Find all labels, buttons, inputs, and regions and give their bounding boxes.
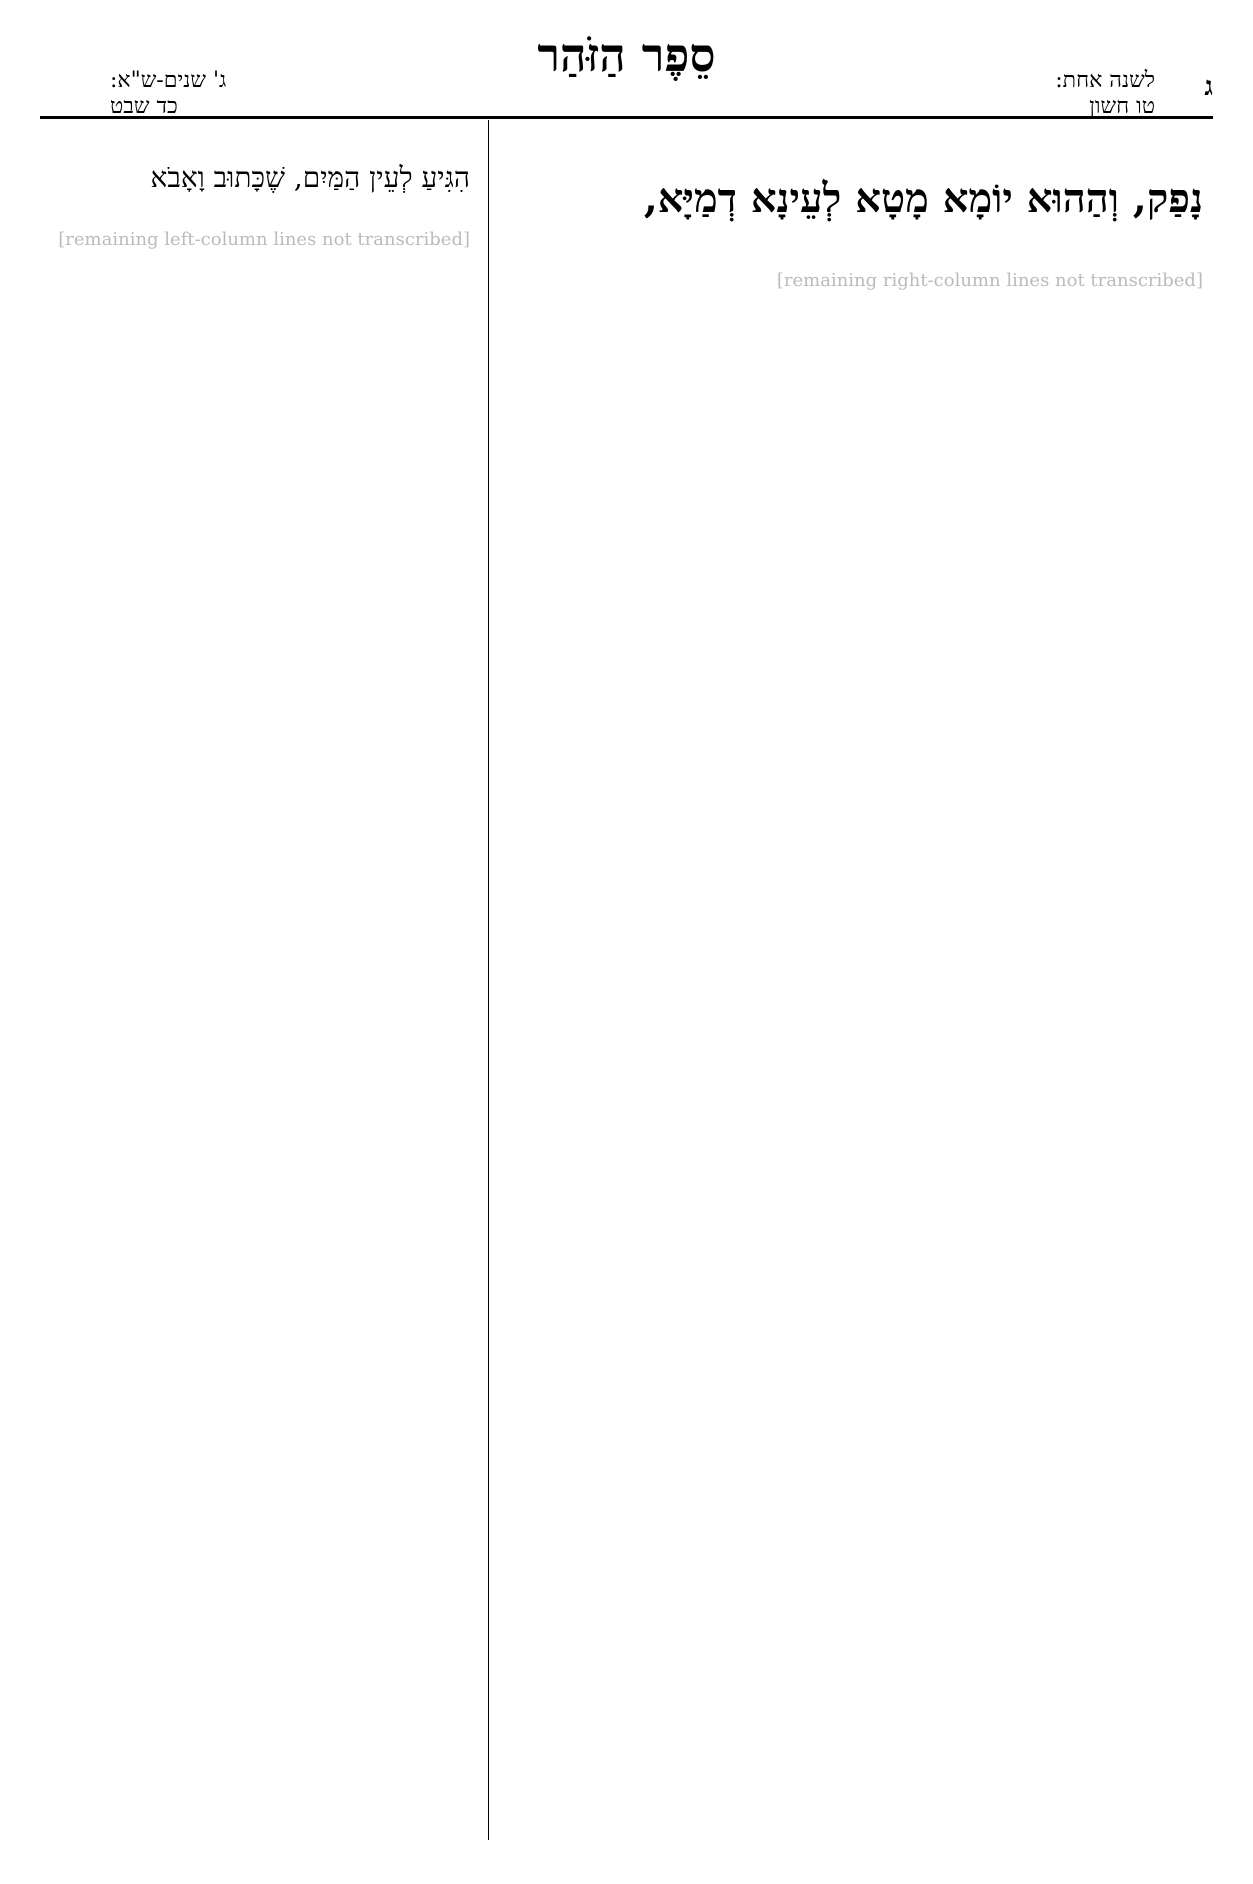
one-year-label: לשנה אחת: <box>1055 68 1155 93</box>
one-year-schedule <box>1055 68 1155 121</box>
header-rule <box>40 116 1213 119</box>
aramaic-placeholder: [remaining right-column lines not transcribed] <box>776 270 1203 291</box>
hebrew-placeholder: [remaining left-column lines not transcribed] <box>58 228 470 250</box>
one-year-date: טו חשון <box>1089 94 1155 120</box>
three-year-label: ג' שנים-ש"א: <box>110 68 227 93</box>
column-divider <box>488 120 489 1840</box>
hebrew-translation-column <box>40 130 470 271</box>
three-year-schedule <box>110 68 226 121</box>
page-number: ג <box>1204 72 1213 102</box>
aramaic-column <box>523 130 1203 312</box>
page-header <box>40 28 1213 120</box>
book-title: סֵפֶר הַזֹּהַר <box>537 28 716 82</box>
aramaic-opening-line: נָפַק, וְהַהוּא יוֹמָא מָטָא לְעֵינָא דְמַיָּא, <box>643 175 1203 222</box>
three-year-date: כד שבט <box>110 94 178 120</box>
hebrew-opening-line: הִגִּיעַ לְעֵין הַמַּיִם, שֶׁכָּתוּב וָאָבֹא <box>150 161 470 194</box>
